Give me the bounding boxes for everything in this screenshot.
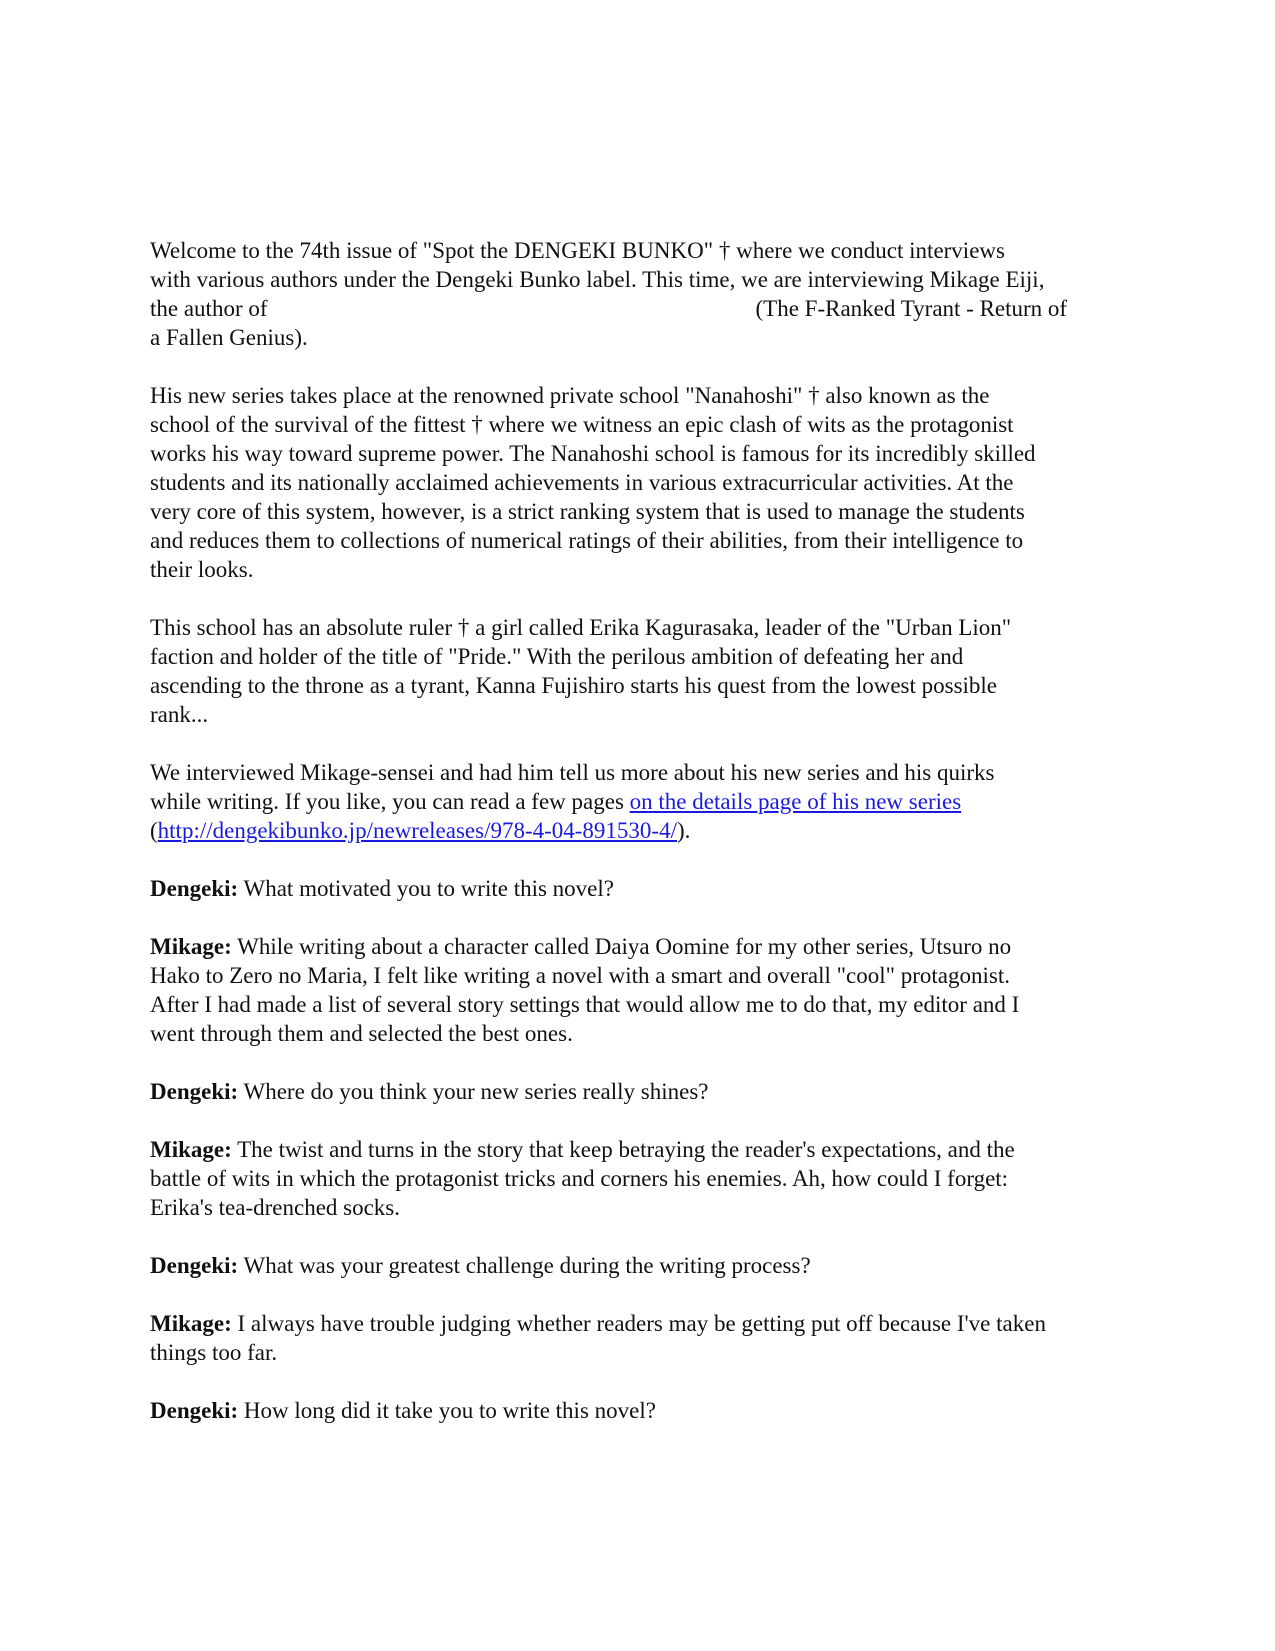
text-line: His new series takes place at the renowned private school "Nanahoshi" † also known as the: [150, 383, 990, 408]
intro-line-2: with various authors under the Dengeki Bunko label. This time, we are interviewing Mikage Eiji,: [150, 267, 1045, 292]
text-line: things too far.: [150, 1340, 278, 1365]
text-line: works his way toward supreme power. The Nanahoshi school is famous for its incredibly skilled: [150, 441, 1036, 466]
text-line: Hako to Zero no Maria, I felt like writing a novel with a smart and overall "cool" protagonist.: [150, 963, 1010, 988]
paren-open: (: [150, 818, 158, 843]
intro-line-3-start: the author of: [150, 296, 268, 321]
text-line: while writing. If you like, you can read a few pages: [150, 789, 630, 814]
text-line: What motivated you to write this novel?: [243, 876, 614, 901]
paren-close: ).: [676, 818, 691, 843]
text-line: their looks.: [150, 557, 254, 582]
intro-line-1: Welcome to the 74th issue of "Spot the DENGEKI BUNKO" † where we conduct interviews: [150, 238, 1005, 263]
document-body: [150, 236, 1130, 1454]
interview-question: [150, 1077, 1130, 1106]
speaker-label: Mikage:: [150, 1311, 232, 1336]
interview-intro-paragraph: [150, 758, 1130, 845]
ruler-paragraph: [150, 613, 1130, 729]
interview-answer: [150, 932, 1130, 1048]
series-description-paragraph: [150, 381, 1130, 584]
text-line: students and its nationally acclaimed achievements in various extracurricular activities. At the: [150, 470, 1014, 495]
details-url-link[interactable]: http://dengekibunko.jp/newreleases/978-4-04-891530-4/: [157, 818, 677, 843]
text-line: After I had made a list of several story settings that would allow me to do that, my editor and I: [150, 992, 1020, 1017]
speaker-label: Dengeki:: [150, 876, 239, 901]
text-line: school of the survival of the fittest † where we witness an epic clash of wits as the protagonist: [150, 412, 1014, 437]
text-line: went through them and selected the best ones.: [150, 1021, 573, 1046]
speaker-label: Dengeki:: [150, 1398, 239, 1423]
intro-line-4: a Fallen Genius).: [150, 325, 308, 350]
text-line: Erika's tea-drenched socks.: [150, 1195, 401, 1220]
interview-answer: [150, 1309, 1130, 1367]
speaker-label: Dengeki:: [150, 1253, 239, 1278]
interview-question: [150, 874, 1130, 903]
text-line: very core of this system, however, is a strict ranking system that is used to manage the students: [150, 499, 1025, 524]
text-line: rank...: [150, 702, 209, 727]
text-line: The twist and turns in the story that keep betraying the reader's expectations, and the: [237, 1137, 1015, 1162]
text-line: While writing about a character called Daiya Oomine for my other series, Utsuro no: [237, 934, 1012, 959]
speaker-label: Dengeki:: [150, 1079, 239, 1104]
interview-question: [150, 1396, 1130, 1425]
intro-paragraph: [150, 236, 1130, 352]
text-line: I always have trouble judging whether readers may be getting put off because I've taken: [237, 1311, 1046, 1336]
text-line: How long did it take you to write this novel?: [243, 1398, 656, 1423]
text-line: This school has an absolute ruler † a girl called Erika Kagurasaka, leader of the "Urban Lion": [150, 615, 1012, 640]
text-line: and reduces them to collections of numerical ratings of their abilities, from their intelligence to: [150, 528, 1024, 553]
text-line: faction and holder of the title of "Pride." With the perilous ambition of defeating her and: [150, 644, 964, 669]
text-line: ascending to the throne as a tyrant, Kanna Fujishiro starts his quest from the lowest possible: [150, 673, 998, 698]
text-line: battle of wits in which the protagonist tricks and corners his enemies. Ah, how could I forget:: [150, 1166, 1009, 1191]
speaker-label: Mikage:: [150, 1137, 232, 1162]
interview-question: [150, 1251, 1130, 1280]
interview-answer: [150, 1135, 1130, 1222]
text-line: We interviewed Mikage-sensei and had him tell us more about his new series and his quirks: [150, 760, 995, 785]
text-line: Where do you think your new series really shines?: [243, 1079, 709, 1104]
details-page-link[interactable]: on the details page of his new series: [629, 789, 962, 814]
speaker-label: Mikage:: [150, 934, 232, 959]
intro-line-3-end: (The F-Ranked Tyrant - Return of: [755, 296, 1068, 321]
text-line: What was your greatest challenge during the writing process?: [243, 1253, 811, 1278]
